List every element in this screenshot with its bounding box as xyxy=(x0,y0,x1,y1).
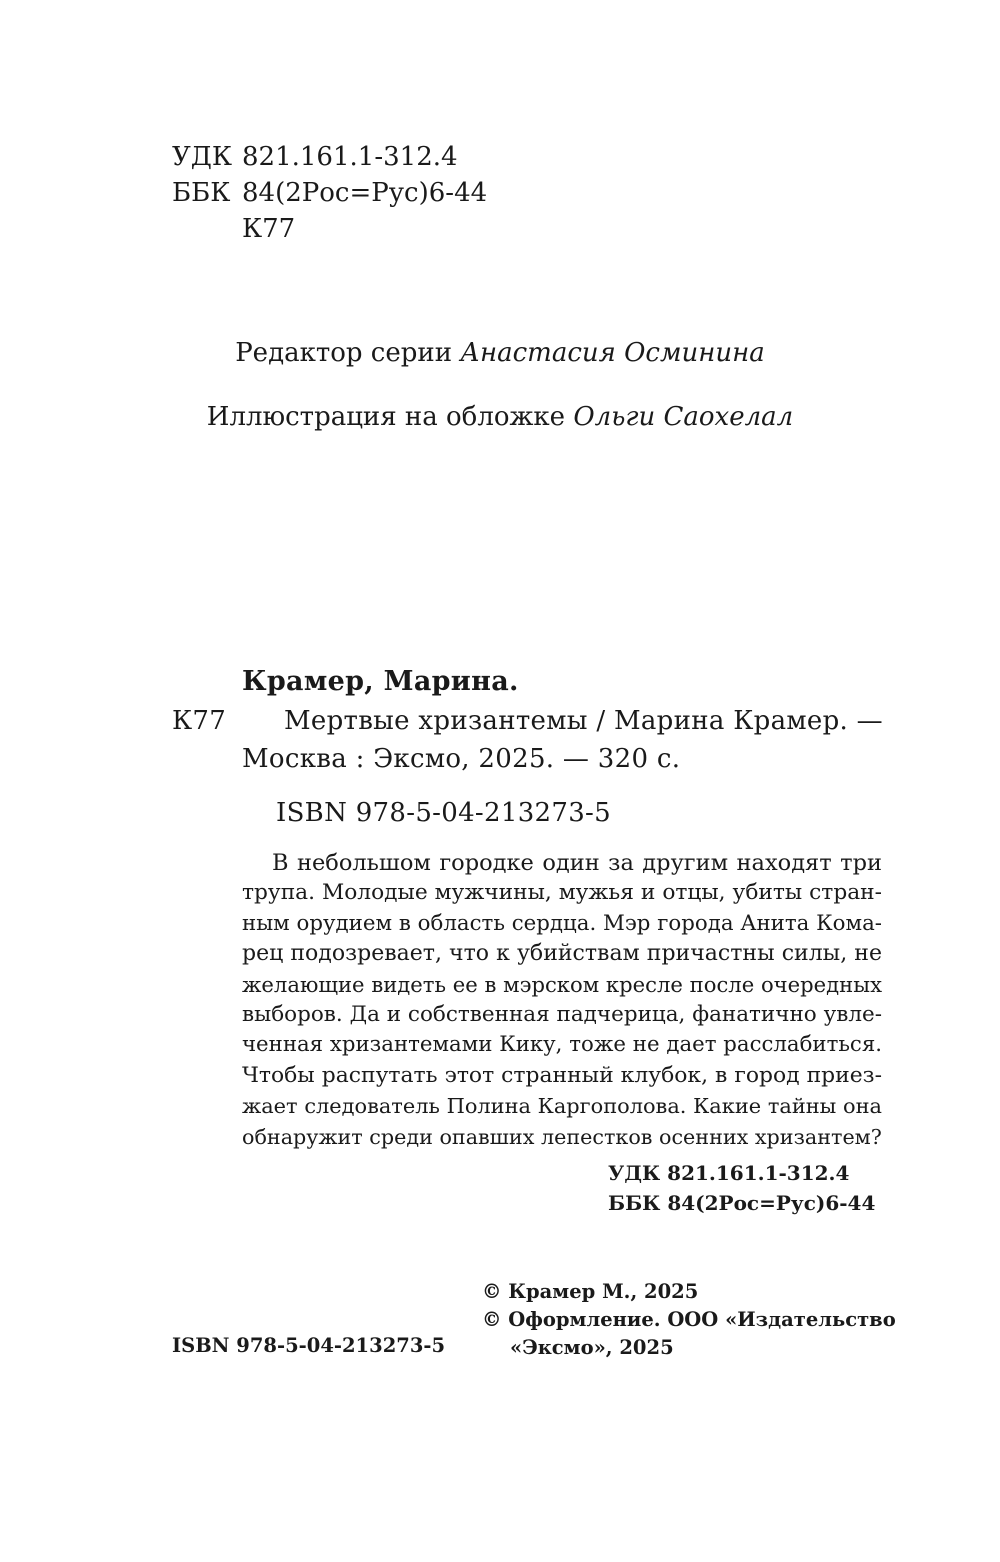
copyright-design-2: «Эксмо», 2025 xyxy=(510,1336,674,1359)
imprint-line: Москва : Эксмо, 2025. — 320 с. xyxy=(242,744,681,774)
annotation-line: ным орудием в область сердца. Мэр города Анита Кома- xyxy=(242,910,882,936)
footer-isbn: ISBN 978-5-04-213273-5 xyxy=(172,1334,446,1357)
classification-codes xyxy=(608,1158,875,1218)
udk-value: 821.161.1-312.4 xyxy=(242,142,458,172)
annotation-line: ченная хризантемами Кику, тоже не дает расслабиться. xyxy=(242,1032,882,1058)
author-heading: Крамер, Марина. xyxy=(242,666,519,697)
udk-row xyxy=(172,142,458,172)
illustrator-name: Ольги Саохелал xyxy=(573,402,794,432)
annotation-line: желающие видеть ее в мэрском кресле после очередных xyxy=(242,971,882,997)
editor-name: Анастасия Осминина xyxy=(460,338,765,368)
author-sign-row xyxy=(172,214,295,244)
book-title-line: Мертвые хризантемы / Марина Крамер. — xyxy=(284,706,883,736)
annotation-line: трупа. Молодые мужчины, мужья и отцы, убиты стран- xyxy=(242,880,882,906)
bib-sign: К77 xyxy=(172,706,227,736)
annotation-line: рец подозревает, что к убийствам причастны силы, не xyxy=(242,941,882,967)
annotation-line: В небольшом городке один за другим находят три xyxy=(272,850,882,876)
udk-label: УДК xyxy=(172,142,233,172)
bbk-code: ББК 84(2Рос=Рус)6-44 xyxy=(608,1191,876,1215)
annotation xyxy=(242,848,882,1152)
udk-code: УДК 821.161.1-312.4 xyxy=(608,1161,850,1185)
annotation-line: Чтобы распутать этот странный клубок, в город приез- xyxy=(242,1062,882,1088)
copyright-block xyxy=(482,1278,896,1362)
bbk-label: ББК xyxy=(172,178,231,208)
author-sign: К77 xyxy=(242,214,296,244)
illustration-prefix: Иллюстрация на обложке xyxy=(206,402,566,432)
editor-prefix: Редактор серии xyxy=(235,338,453,368)
copyright-design-1: © Оформление. ООО «Издательство xyxy=(482,1308,896,1331)
annotation-line: выборов. Да и собственная падчерица, фанатично увле- xyxy=(242,1002,882,1028)
bbk-value: 84(2Рос=Рус)6-44 xyxy=(242,178,488,208)
series-editor-credit xyxy=(0,338,1000,368)
cover-illustration-credit xyxy=(0,402,1000,432)
bbk-row xyxy=(172,178,487,208)
annotation-line: обнаружит среди опавших лепестков осенних хризантем? xyxy=(242,1124,882,1149)
annotation-line: жает следователь Полина Каргополова. Какие тайны она xyxy=(242,1094,882,1119)
isbn-line: ISBN 978-5-04-213273-5 xyxy=(276,798,611,828)
copyright-author: © Крамер М., 2025 xyxy=(482,1280,699,1303)
